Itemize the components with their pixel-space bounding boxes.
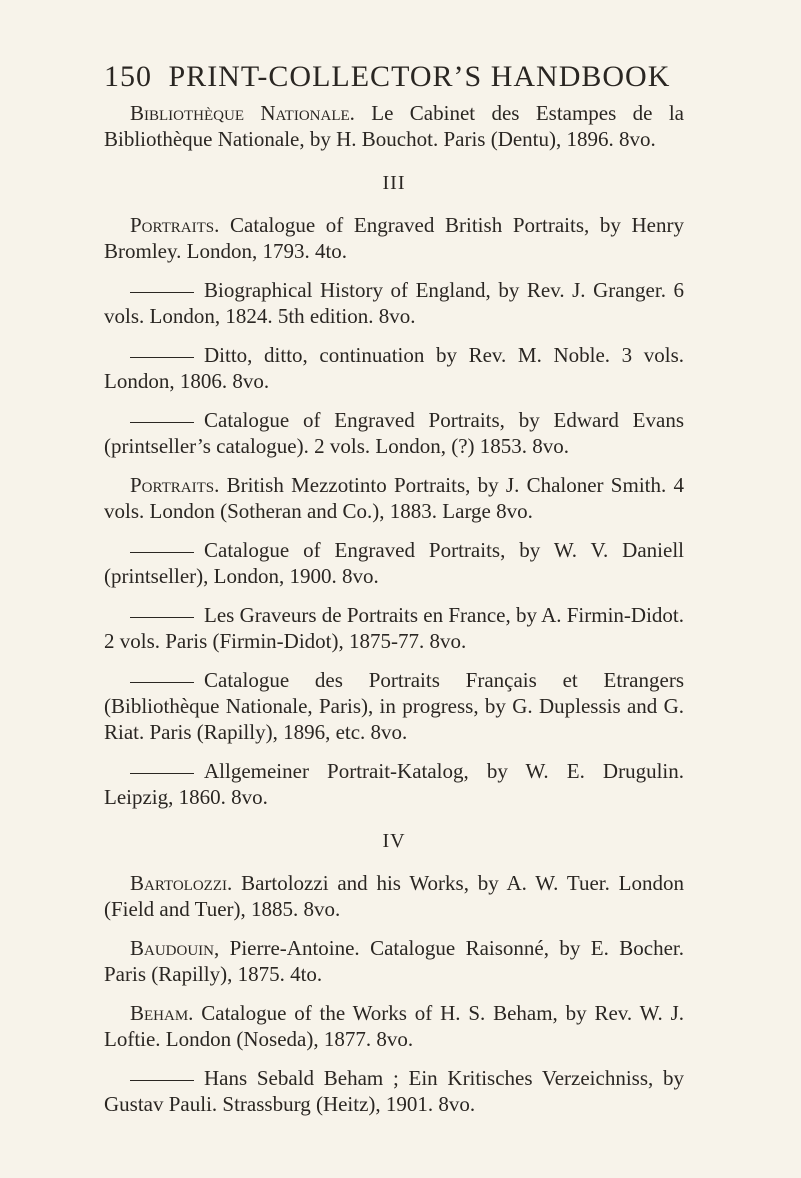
entry-baudouin bbox=[104, 935, 684, 987]
bibliography-body bbox=[104, 100, 684, 1130]
entry-bartolozzi bbox=[104, 870, 684, 922]
entry-text: Allgemeiner Portrait-Katalog, by W. E. Drugulin. Leipzig, 1860. 8vo. bbox=[104, 759, 684, 809]
ditto-dash bbox=[130, 422, 194, 423]
entry-daniell bbox=[104, 537, 684, 589]
entry-heading: Portraits. bbox=[130, 213, 220, 237]
entry-heading: Baudouin, bbox=[130, 936, 220, 960]
entry-text: Biographical History of England, by Rev. J. Granger. 6 vols. London, 1824. 5th edition. 8vo. bbox=[104, 278, 684, 328]
entry-text: Hans Sebald Beham ; Ein Kritisches Verzeichniss, by Gustav Pauli. Strassburg (Heitz), 1901. 8vo. bbox=[104, 1066, 684, 1116]
entry-noble bbox=[104, 342, 684, 394]
entry-text: Catalogue of Engraved Portraits, by W. V. Daniell (printseller), London, 1900. 8vo. bbox=[104, 538, 684, 588]
ditto-dash bbox=[130, 773, 194, 774]
ditto-dash bbox=[130, 292, 194, 293]
entry-heading: Bibliothèque Nationale. bbox=[130, 101, 355, 125]
ditto-dash bbox=[130, 682, 194, 683]
ditto-dash bbox=[130, 552, 194, 553]
entry-portraits-smith bbox=[104, 472, 684, 524]
entry-heading: Portraits. bbox=[130, 473, 220, 497]
entry-beham bbox=[104, 1000, 684, 1052]
entry-text: Pierre-Antoine. Catalogue Raisonné, by E. Bocher. Paris (Rapilly), 1875. 4to. bbox=[104, 936, 684, 986]
entry-pauli bbox=[104, 1065, 684, 1117]
entry-text: Catalogue of Engraved British Portraits, by Henry Bromley. London, 1793. 4to. bbox=[104, 213, 684, 263]
entry-text: Les Graveurs de Portraits en France, by A. Firmin-Didot. 2 vols. Paris (Firmin-Didot), 1875-77. 8vo. bbox=[104, 603, 684, 653]
entry-text: Le Cabinet des Estampes de la Bibliothèque Nationale, by H. Bouchot. Paris (Dentu), 1896. 8vo. bbox=[104, 101, 684, 151]
entry-heading: Bartolozzi. bbox=[130, 871, 233, 895]
ditto-dash bbox=[130, 617, 194, 618]
entry-bibliotheque bbox=[104, 100, 684, 152]
entry-firmin-didot bbox=[104, 602, 684, 654]
entry-heading: Beham. bbox=[130, 1001, 194, 1025]
entry-granger bbox=[104, 277, 684, 329]
running-header bbox=[104, 60, 670, 94]
entry-portraits-bromley bbox=[104, 212, 684, 264]
entry-text: British Mezzotinto Portraits, by J. Chaloner Smith. 4 vols. London (Sotheran and Co.), 1883. Large 8vo. bbox=[104, 473, 685, 523]
entry-duplessis bbox=[104, 667, 684, 745]
ditto-dash bbox=[130, 357, 194, 358]
entry-text: Catalogue of Engraved Portraits, by Edward Evans (printseller’s catalogue). 2 vols. London, (?) 1853. 8vo. bbox=[104, 408, 684, 458]
section-number: IV bbox=[382, 830, 406, 852]
running-title: PRINT-COLLECTOR’S HANDBOOK bbox=[168, 60, 671, 93]
entry-text: Ditto, ditto, continuation by Rev. M. Noble. 3 vols. London, 1806. 8vo. bbox=[104, 343, 684, 393]
ditto-dash bbox=[130, 1080, 194, 1081]
entry-evans bbox=[104, 407, 684, 459]
entry-text: Catalogue of the Works of H. S. Beham, by Rev. W. J. Loftie. London (Noseda), 1877. 8vo. bbox=[104, 1001, 684, 1051]
entry-text: Catalogue des Portraits Français et Etrangers (Bibliothèque Nationale, Paris), in progress, by G. Duplessis and G. Riat. Paris (Rapilly), 1896, etc. 8vo. bbox=[104, 668, 684, 744]
section-number: III bbox=[382, 172, 406, 194]
entry-drugulin bbox=[104, 758, 684, 810]
entry-text: Bartolozzi and his Works, by A. W. Tuer. London (Field and Tuer), 1885. 8vo. bbox=[104, 871, 685, 921]
page-number: 150 bbox=[104, 60, 152, 93]
